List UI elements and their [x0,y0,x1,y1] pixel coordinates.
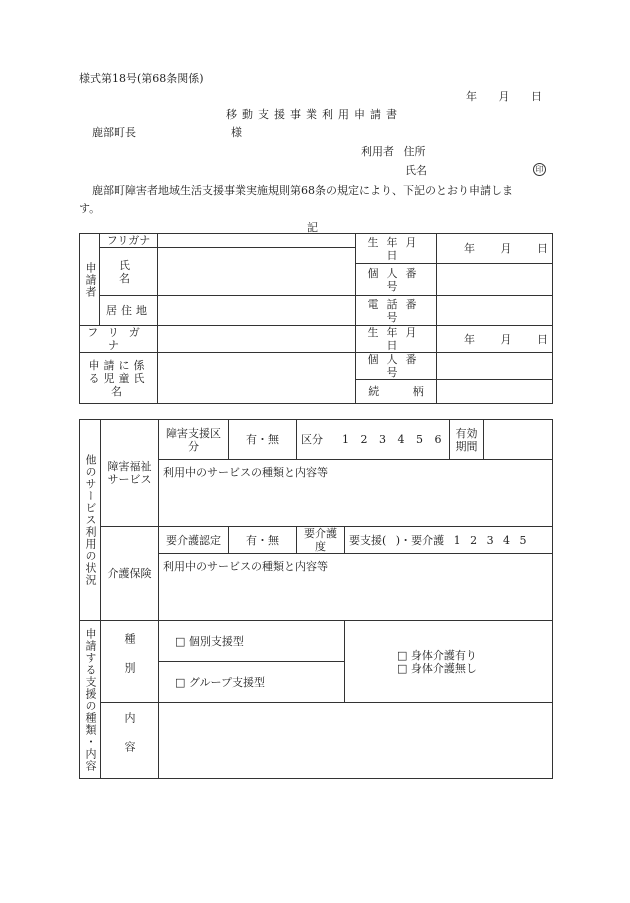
seal-icon: 印 [533,162,546,176]
child-birthdate-label: 生年月日 [356,326,437,353]
child-furigana-label: フリガナ [80,326,158,353]
care-services-in-use[interactable]: 利用中のサービスの種類と内容等 [159,554,553,621]
ki-label: 記 [307,221,318,234]
residence-label: 居住地 [100,296,158,326]
welfare-service-label: 障害福祉サービス [101,420,159,527]
type-label: 種別 [101,621,159,703]
requested-support-label: 申請する支援の種類・内容 [80,621,101,779]
care-level-selector[interactable]: 要支援( )・要介護 1 2 3 4 5 [345,527,553,554]
child-furigana-field[interactable] [158,326,356,353]
applicant-table [79,233,553,404]
support-class-yes-no[interactable]: 有・無 [229,420,297,460]
document-title: 移動支援事業利用申請書 [226,108,402,121]
content-label: 内容 [101,703,159,779]
relation-label: 続 柄 [356,380,437,404]
child-birthdate-field[interactable]: 年 月 日 [437,326,553,353]
care-level-label: 要介護度 [297,527,345,554]
intro-text-line2: す。 [79,202,101,215]
form-number: 様式第18号(第68条関係) [79,72,204,85]
group-support-checkbox[interactable]: □ グループ支援型 [159,662,345,703]
support-class-label: 障害支援区分 [159,420,229,460]
honorific: 様 [231,126,242,139]
individual-support-checkbox[interactable]: □ 個別支援型 [159,621,345,662]
birthdate-label: 生年月日 [356,234,437,264]
name-label: 氏 名 [100,248,158,296]
phone-label: 電話番号 [356,296,437,326]
valid-period-label: 有効期間 [450,420,484,460]
care-insurance-label: 介護保険 [101,527,159,621]
furigana-field[interactable] [158,234,356,248]
date-line: 年 月 日 [466,90,542,103]
welfare-services-in-use[interactable]: 利用中のサービスの種類と内容等 [159,460,553,527]
other-services-label: 他のサービス利用の状況 [80,420,101,621]
furigana-label: フリガナ [100,234,158,248]
applicant-name-label: 氏名 [405,164,427,177]
content-field[interactable] [159,703,553,779]
personal-number-field[interactable] [437,264,553,296]
phone-field[interactable] [437,296,553,326]
relation-field[interactable] [437,380,553,404]
care-cert-yes-no[interactable]: 有・無 [229,527,297,554]
child-personal-number-field[interactable] [437,353,553,380]
child-name-label: 申請に係る児童氏名 [80,353,158,404]
body-care-no-checkbox[interactable]: □ 身体介護無し [397,661,477,675]
body-care-options[interactable] [345,621,553,703]
applicant-group-label: 申請者 [80,234,100,326]
personal-number-label: 個人番号 [356,264,437,296]
applicant-address-label: 利用者 住所 [361,145,426,158]
name-field[interactable] [158,248,356,296]
child-name-field[interactable] [158,353,356,404]
child-personal-number-label: 個人番号 [356,353,437,380]
valid-period-field[interactable] [484,420,553,460]
body-care-yes-checkbox[interactable]: □ 身体介護有り [397,648,477,662]
class-selector[interactable]: 区分 1 2 3 4 5 6 [297,420,450,460]
intro-text-line1: 鹿部町障害者地域生活支援事業実施規則第68条の規定により、下記のとおり申請しま [92,184,513,197]
services-table [79,419,553,779]
residence-field[interactable] [158,296,356,326]
birthdate-field[interactable]: 年 月 日 [437,234,553,264]
care-cert-label: 要介護認定 [159,527,229,554]
addressee: 鹿部町長 [92,126,136,139]
